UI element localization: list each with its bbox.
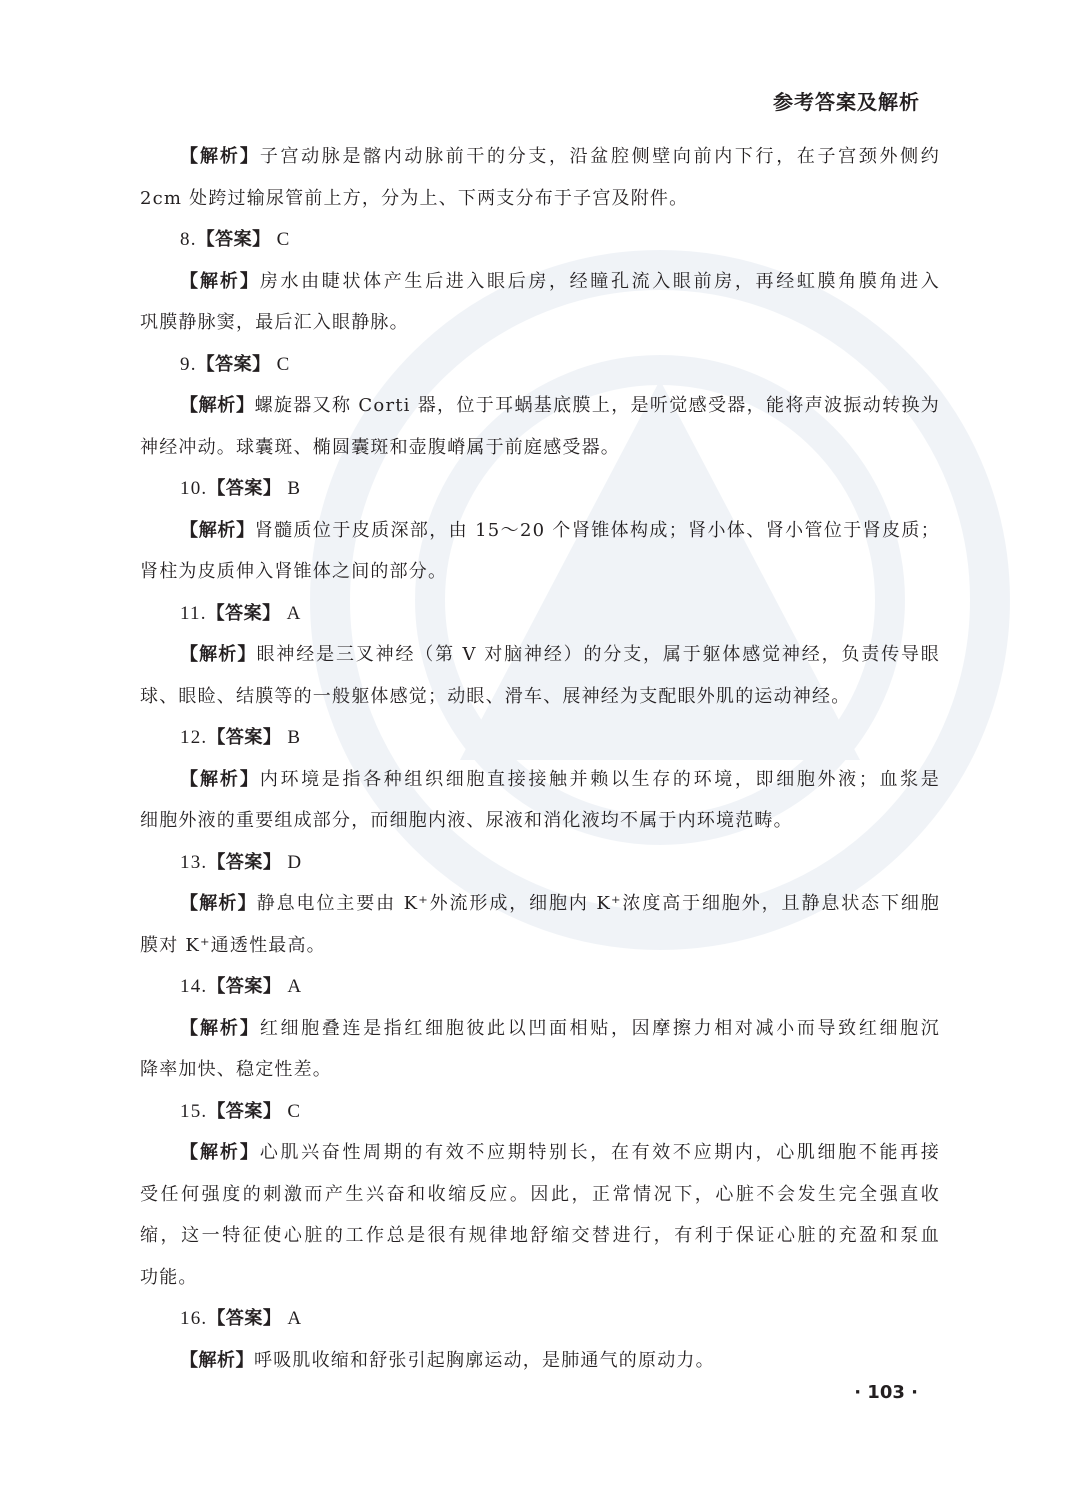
question-number: 16. — [180, 1308, 208, 1329]
analysis-line — [140, 676, 940, 718]
analysis-text: 球、眼睑、结膜等的一般躯体感觉；动眼、滑车、展神经为支配眼外肌的运动神经。 — [140, 685, 851, 707]
analysis-tag: 【解析】 — [180, 270, 260, 292]
analysis-text: 膜对 K⁺通透性最高。 — [140, 934, 326, 956]
answer-letter: D — [287, 851, 303, 873]
question-number: 13. — [180, 851, 208, 873]
answer-line — [140, 717, 940, 759]
analysis-line — [140, 1215, 940, 1257]
analysis-tag: 【解析】 — [180, 1017, 260, 1039]
answer-letter: B — [287, 478, 302, 499]
answer-tag: 【答案】 — [207, 727, 282, 748]
analysis-text: 受任何强度的刺激而产生兴奋和收缩反应。因此，正常情况下，心脏不会发生完全强直收 — [140, 1183, 940, 1205]
analysis-tag: 【解析】 — [180, 146, 260, 167]
answer-line — [140, 966, 940, 1008]
answer-letter: A — [287, 976, 303, 997]
analysis-tag: 【解析】 — [180, 1349, 254, 1371]
answer-line — [140, 593, 940, 635]
answer-analysis-list — [140, 136, 940, 1381]
analysis-line — [140, 178, 940, 220]
analysis-line — [140, 634, 940, 676]
question-number: 10. — [180, 478, 208, 499]
analysis-line — [140, 883, 940, 925]
analysis-text: 红细胞叠连是指红细胞彼此以凹面相贴，因摩擦力相对减小而导致红细胞沉 — [259, 1017, 940, 1039]
answer-line — [140, 1298, 940, 1340]
answer-tag: 【答案】 — [207, 478, 282, 499]
analysis-line — [140, 261, 940, 303]
analysis-line — [140, 136, 940, 178]
answer-line — [140, 344, 940, 386]
answer-line — [140, 1091, 940, 1133]
question-number: 8. — [180, 229, 197, 250]
answer-line — [140, 219, 940, 261]
analysis-text: 细胞外液的重要组成部分，而细胞内液、尿液和消化液均不属于内环境范畴。 — [140, 810, 793, 831]
analysis-line — [140, 1008, 940, 1050]
question-number: 15. — [180, 1100, 208, 1122]
answer-letter: C — [276, 229, 291, 250]
analysis-tag: 【解析】 — [180, 768, 260, 790]
question-number: 11. — [180, 602, 207, 624]
question-number: 12. — [180, 727, 208, 748]
answer-tag: 【答案】 — [196, 229, 271, 250]
analysis-text: 功能。 — [140, 1266, 198, 1288]
page-number: · 103 · — [854, 1382, 918, 1403]
answer-letter: C — [287, 1100, 302, 1122]
analysis-text: 神经冲动。球囊斑、椭圆囊斑和壶腹嵴属于前庭感受器。 — [140, 436, 620, 458]
analysis-line — [140, 1132, 940, 1174]
analysis-line — [140, 925, 940, 967]
analysis-tag: 【解析】 — [180, 893, 257, 914]
answer-line — [140, 468, 940, 510]
analysis-text: 子宫动脉是髂内动脉前干的分支，沿盆腔侧壁向前内下行，在子宫颈外侧约 — [259, 146, 940, 167]
analysis-text: 2cm 处跨过输尿管前上方，分为上、下两支分布于子宫及附件。 — [140, 187, 689, 209]
analysis-text: 肾柱为皮质伸入肾锥体之间的部分。 — [140, 561, 448, 582]
analysis-line — [140, 1257, 940, 1299]
analysis-text: 螺旋器又称 Corti 器，位于耳蜗基底膜上，是听觉感受器，能将声波振动转换为 — [254, 395, 941, 416]
analysis-tag: 【解析】 — [180, 395, 255, 416]
analysis-line — [140, 1340, 940, 1382]
analysis-line — [140, 510, 940, 552]
analysis-text: 巩膜静脉窦，最后汇入眼静脉。 — [140, 312, 409, 333]
analysis-line — [140, 1174, 940, 1216]
analysis-line — [140, 385, 940, 427]
analysis-line — [140, 551, 940, 593]
analysis-text: 缩，这一特征使心脏的工作总是很有规律地舒缩交替进行，有利于保证心脏的充盈和泵血 — [140, 1225, 940, 1246]
analysis-text: 静息电位主要由 K⁺外流形成，细胞内 K⁺浓度高于细胞外，且静息状态下细胞 — [256, 893, 940, 914]
analysis-line — [140, 759, 940, 801]
answer-tag: 【答案】 — [207, 1100, 282, 1122]
answer-tag: 【答案】 — [196, 353, 271, 375]
question-number: 9. — [180, 353, 197, 375]
analysis-text: 降率加快、稳定性差。 — [140, 1059, 332, 1080]
analysis-line — [140, 800, 940, 842]
answer-tag: 【答案】 — [207, 976, 282, 997]
page-header-title: 参考答案及解析 — [773, 90, 920, 114]
answer-letter: A — [287, 1308, 303, 1329]
analysis-text: 眼神经是三叉神经（第 V 对脑神经）的分支，属于躯体感觉神经，负责传导眼 — [256, 644, 941, 665]
analysis-tag: 【解析】 — [180, 1142, 260, 1163]
answer-tag: 【答案】 — [207, 1308, 282, 1329]
analysis-text: 心肌兴奋性周期的有效不应期特别长，在有效不应期内，心肌细胞不能再接 — [259, 1142, 940, 1163]
analysis-line — [140, 1049, 940, 1091]
analysis-text: 呼吸肌收缩和舒张引起胸廓运动，是肺通气的原动力。 — [254, 1349, 715, 1371]
answer-tag: 【答案】 — [206, 602, 281, 624]
analysis-text: 内环境是指各种组织细胞直接接触并赖以生存的环境，即细胞外液；血浆是 — [259, 768, 940, 790]
analysis-line — [140, 427, 940, 469]
analysis-tag: 【解析】 — [180, 644, 257, 665]
analysis-text: 房水由睫状体产生后进入眼后房，经瞳孔流入眼前房，再经虹膜角膜角进入 — [259, 270, 940, 292]
answer-letter: C — [276, 353, 291, 375]
answer-letter: B — [287, 727, 302, 748]
answer-line — [140, 842, 940, 884]
answer-tag: 【答案】 — [207, 851, 282, 873]
analysis-line — [140, 302, 940, 344]
question-number: 14. — [180, 976, 208, 997]
analysis-text: 肾髓质位于皮质深部，由 15～20 个肾锥体构成；肾小体、肾小管位于肾皮质； — [254, 519, 941, 541]
analysis-tag: 【解析】 — [180, 519, 255, 541]
answer-letter: A — [286, 602, 302, 624]
